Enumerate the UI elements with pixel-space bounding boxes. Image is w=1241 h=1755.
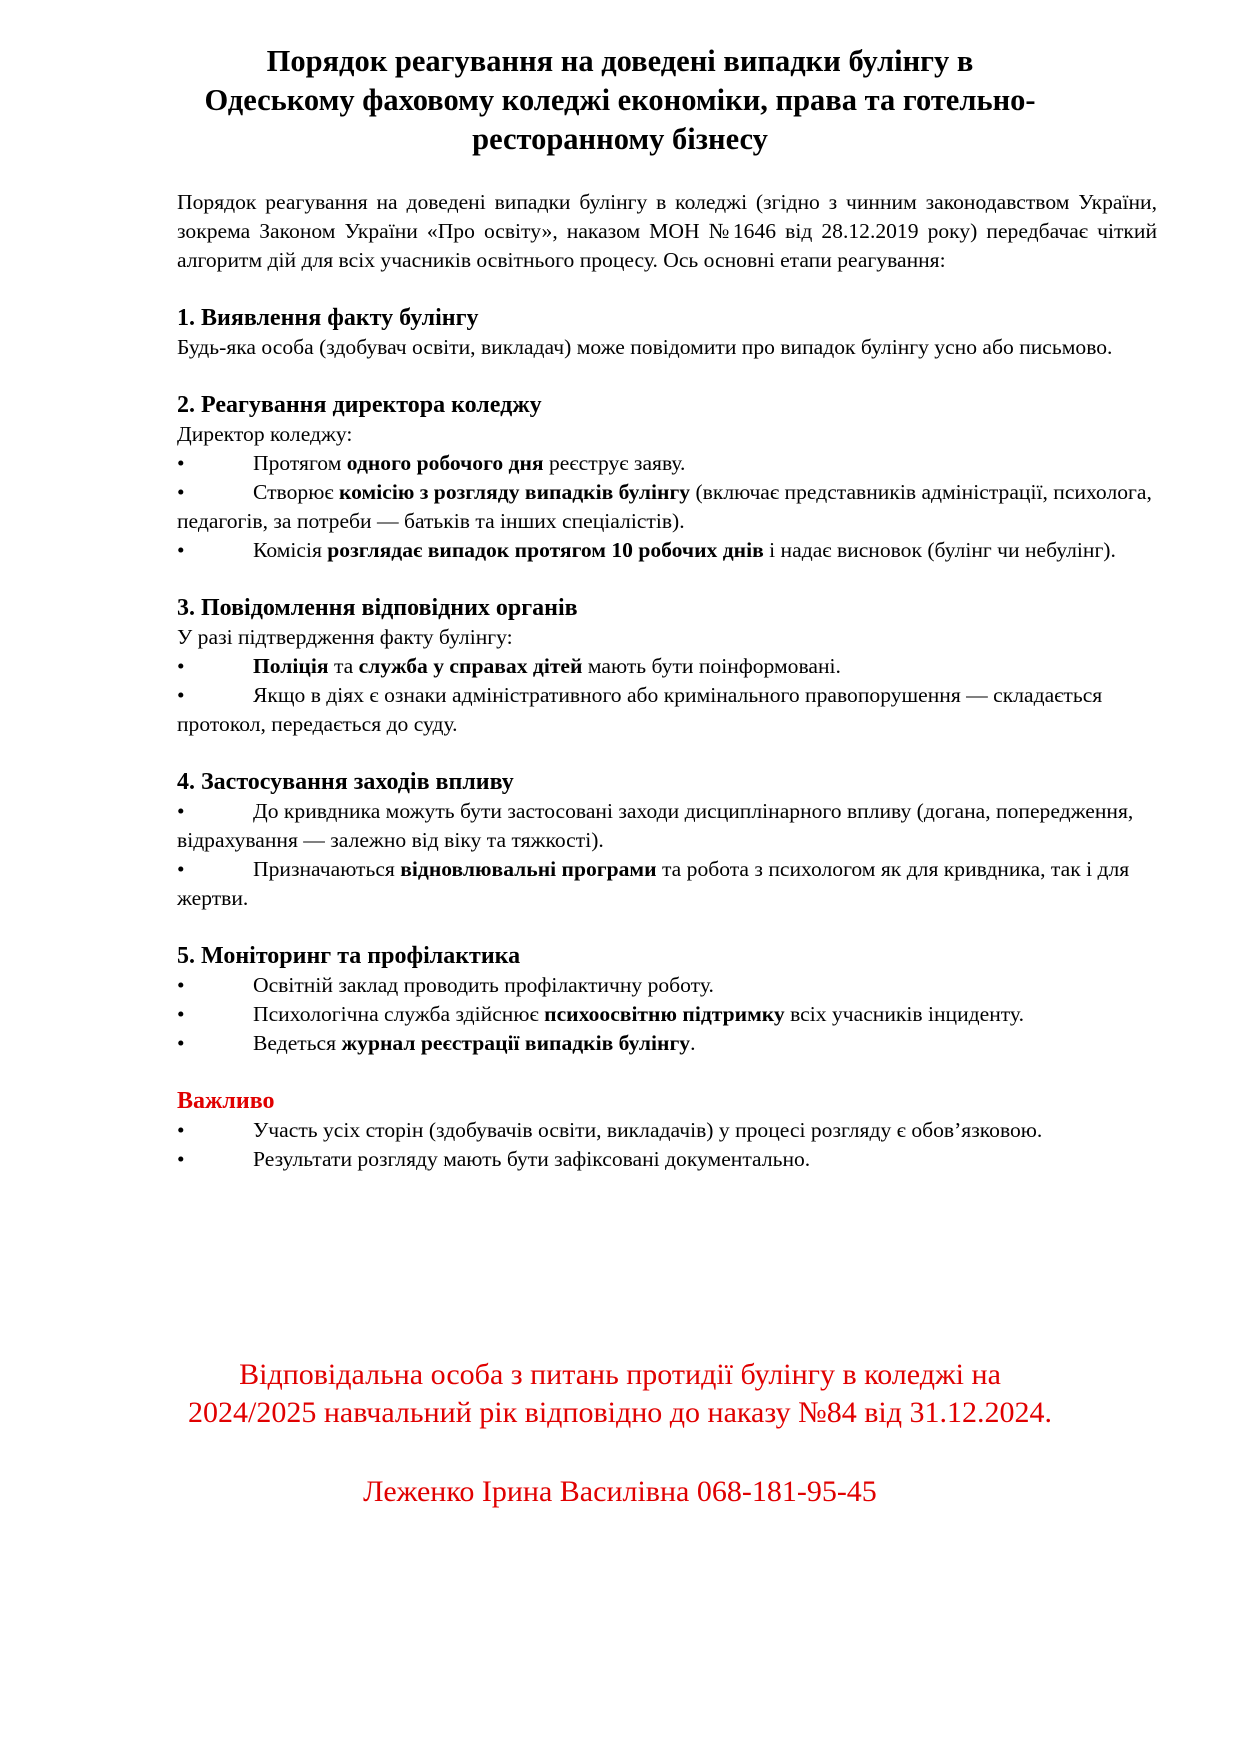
responsible-person-contact [140, 1473, 1100, 1511]
bullet-icon: • [177, 1118, 185, 1142]
section-heading: 1. Виявлення факту булінгу [177, 305, 479, 331]
title-line: Порядок реагування на доведені випадки булінгу в [266, 44, 974, 78]
list-item: • Поліція та служба у справах дітей мають бути поінформовані. [177, 652, 1157, 681]
section-heading: 5. Моніторинг та профілактика [177, 943, 521, 969]
bullet-icon: • [177, 654, 185, 678]
bullet-icon: • [177, 1147, 185, 1171]
document-title [140, 42, 1100, 159]
notice-line: Відповідальна особа з питань протидії булінгу в коледжі на [239, 1358, 1001, 1391]
section-measures [177, 768, 1157, 913]
intro-paragraph: Порядок реагування на доведені випадки булінгу в коледжі (згідно з чинним законодавством України, зокрема Законом України «Про освіту», наказом МОН №1646 від 28.12.2019 року) передбачає чіткий алгоритм дій для всіх учасників освітнього процесу. Ось основні етапи реагування: [177, 190, 1157, 272]
bullet-icon: • [177, 1031, 185, 1055]
section-monitoring [177, 942, 1157, 1058]
section-lead: У разі підтвердження факту булінгу: [177, 625, 513, 649]
bullet-icon: • [177, 1002, 185, 1026]
important-heading: Важливо [177, 1088, 275, 1114]
section-heading: 3. Повідомлення відповідних органів [177, 595, 578, 621]
section-lead: Директор коледжу: [177, 422, 353, 446]
list-item: • Участь усіх сторін (здобувачів освіти, викладачів) у процесі розгляду є обов’язковою. [177, 1116, 1157, 1145]
bullet-icon: • [177, 538, 185, 562]
section-text: Будь-яка особа (здобувач освіти, викладач) може повідомити про випадок булінгу усно або письмово. [177, 335, 1113, 359]
list-item: • Освітній заклад проводить профілактичну роботу. [177, 971, 1157, 1000]
list-item: • Результати розгляду мають бути зафіксовані документально. [177, 1145, 1157, 1174]
title-line: Одеському фаховому коледжі економіки, права та готельно- [204, 83, 1036, 117]
list-item: • Психологічна служба здійснює психоосвітню підтримку всіх учасників інциденту. [177, 1000, 1157, 1029]
bullet-icon: • [177, 857, 185, 881]
bullet-icon: • [177, 480, 185, 504]
contact-line: Леженко Ірина Василівна 068-181-95-45 [363, 1475, 877, 1508]
title-line: ресторанному бізнесу [472, 122, 768, 156]
responsible-person-notice [140, 1356, 1100, 1432]
list-item: • Ведеться журнал реєстрації випадків булінгу. [177, 1029, 1157, 1058]
bullet-icon: • [177, 683, 185, 707]
section-important [177, 1087, 1157, 1174]
bullet-icon: • [177, 799, 185, 823]
notice-line: 2024/2025 навчальний рік відповідно до наказу №84 від 31.12.2024. [188, 1396, 1052, 1429]
section-notify-authorities [177, 594, 1157, 739]
list-item: • До кривдника можуть бути застосовані заходи дисциплінарного впливу (догана, попередження, відрахування — залежно від віку та тяжкості). [177, 799, 1134, 852]
section-director-response [177, 391, 1157, 565]
section-heading: 4. Застосування заходів впливу [177, 769, 514, 795]
bullet-icon: • [177, 973, 185, 997]
section-heading: 2. Реагування директора коледжу [177, 392, 542, 418]
list-item: • Якщо в діях є ознаки адміністративного або кримінального правопорушення — складається протокол, передається до суду. [177, 683, 1103, 736]
document-body [177, 188, 1157, 1174]
list-item: • Призначаються відновлювальні програми та робота з психологом як для кривдника, так і для жертви. [177, 857, 1130, 910]
section-detection [177, 304, 1157, 362]
list-item: • Протягом одного робочого дня реєструє заяву. [177, 449, 1157, 478]
list-item: • Створює комісію з розгляду випадків булінгу (включає представників адміністрації, психолога, педагогів, за потреби — батьків та інших спеціалістів). [177, 480, 1152, 533]
bullet-icon: • [177, 451, 185, 475]
list-item: • Комісія розглядає випадок протягом 10 робочих днів і надає висновок (булінг чи небулінг). [177, 536, 1157, 565]
